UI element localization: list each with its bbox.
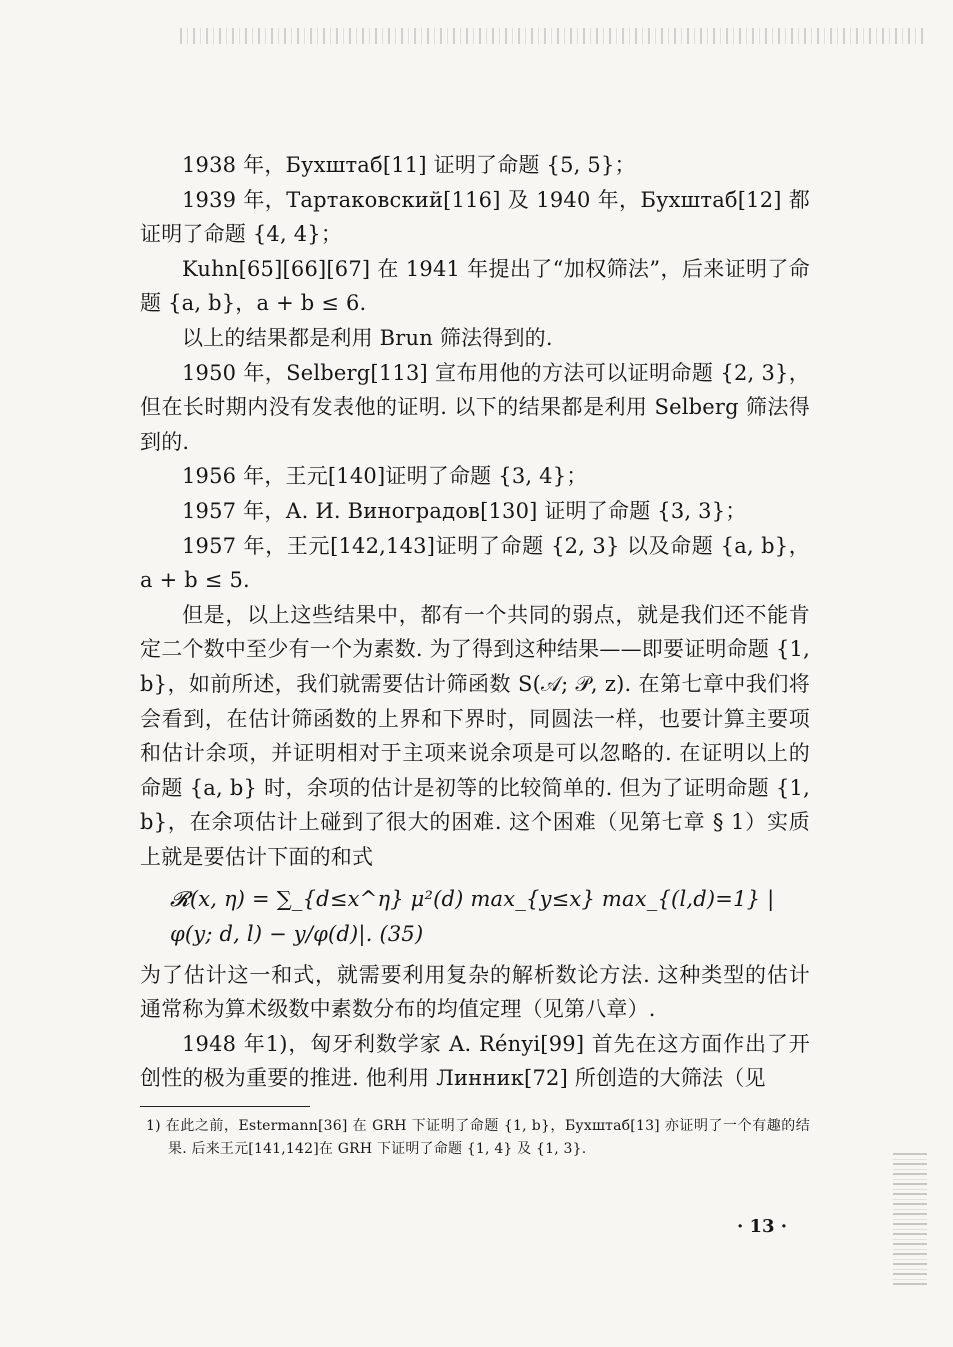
scan-noise-top [180, 28, 925, 44]
paragraph-kuhn: Kuhn[65][66][67] 在 1941 年提出了“加权筛法”，后来证明了命题 {a, b}，a + b ≤ 6. [140, 256, 810, 316]
page-number: · 13 · [736, 1216, 788, 1237]
scan-noise-right [893, 1150, 927, 1285]
page-body [140, 148, 810, 1161]
paragraph-estimate: 为了估计这一和式，就需要利用复杂的解析数论方法. 这种类型的估计通常称为算术级数中素数分布的均值定理（见第八章）. [140, 962, 810, 1022]
paragraph-1956: 1956 年，王元[140]证明了命题 {3, 4}； [182, 464, 588, 489]
paragraph-weakness: 但是，以上这些结果中，都有一个共同的弱点，就是我们还不能肯定二个数中至少有一个为素数. 为了得到这种结果——即要证明命题 {1, b}，如前所述，我们就需要估计筛函数 S(𝒜; 𝒫, z). 在第七章中我们将会看到，在估计筛函数的上界和下界时，同圆法一样，也要计算主要项和估计余项，并证明相对于主项来说余项是可以忽略的. 在证明以上的命题 {a, b} 时，余项的估计是初等的比较简单的. 但为了证明命题 {1, b}，在余项估计上碰到了很大的困难. 这个困难（见第七章 § 1）实质上就是要估计下面的和式 [140, 602, 810, 869]
footnote-divider [140, 1106, 310, 1107]
paragraph-1939: 1939 年，Тартаковский[116] 及 1940 年，Бухштаб[12] 都证明了命题 {4, 4}； [140, 187, 810, 247]
paragraph-1957-wang: 1957 年，王元[142,143]证明了命题 {2, 3} 以及命题 {a, b}，a + b ≤ 5. [140, 533, 810, 593]
paragraph-1938: 1938 年，Бухштаб[11] 证明了命题 {5, 5}； [182, 153, 636, 177]
paragraph-selberg: 1950 年，Selberg[113] 宣布用他的方法可以证明命题 {2, 3}，但在长时期内没有发表他的证明. 以下的结果都是利用 Selberg 筛法得到的. [140, 360, 810, 454]
paragraph-renyi: 1948 年1)，匈牙利数学家 A. Rényi[99] 首先在这方面作出了开创性的极为重要的推进. 他利用 Линник[72] 所创造的大筛法（见 [140, 1031, 810, 1091]
paragraph-brun: 以上的结果都是利用 Brun 筛法得到的. [182, 325, 553, 350]
equation-35: 𝓡(x, η) = ∑_{d≤x^η} μ²(d) max_{y≤x} max_{(l,d)=1} |φ(y; d, l) − y/φ(d)|. (35) [170, 887, 775, 947]
footnote-1: 1) 在此之前，Estermann[36] 在 GRH 下证明了命题 {1, b}，Бухштаб[13] 亦证明了一个有趣的结果. 后来王元[141,142]在 GRH 下证明了命题 {1, 4} 及 {1, 3}. [146, 1118, 810, 1158]
paragraph-vinogradov: 1957 年，А. И. Виноградов[130] 证明了命题 {3, 3}； [182, 498, 747, 523]
